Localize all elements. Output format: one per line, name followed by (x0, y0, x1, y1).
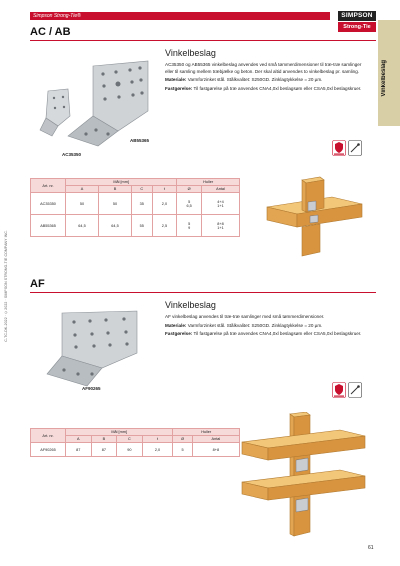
cell-antal (201, 215, 239, 237)
fastgorelse-label: Fastgørelse: (165, 85, 193, 91)
col-art: Art. nr. (31, 429, 66, 443)
fastgorelse-text: Til fastgørelse på træ anvendes CNA4,0xl beslagsøm eller CSA5,0xl beslagskruer. (193, 85, 362, 91)
col-t: t (142, 436, 173, 443)
section-rule (30, 40, 376, 41)
installation-illustration-ac-ab (262, 172, 372, 258)
cell-antal-line: 1+1 (217, 203, 224, 208)
col-b: B (99, 186, 132, 193)
fastener-icon (348, 382, 362, 398)
brand-bar-text: Simpson Strong-Tie® (33, 13, 81, 19)
cell-d-line: 9 (188, 225, 191, 230)
cell-t: 2,0 (152, 193, 177, 215)
cell-b: 50 (99, 193, 132, 215)
cell-art: AF90265 (31, 443, 66, 457)
cell-d: 5 (173, 443, 192, 457)
cell-t: 2,5 (152, 215, 177, 237)
col-antal: Antal (192, 436, 239, 443)
section-description-ac-ab (165, 62, 363, 94)
description-text: AF vinkelbeslag anvendes til træ-træ samlinger med små tømmerdimensioner. (165, 314, 325, 319)
installation-illustration-af (240, 412, 370, 538)
cell-d-line: 6,5 (186, 203, 192, 208)
simpson-logo (338, 11, 376, 33)
cell-antal-line: 1+1 (217, 225, 224, 230)
cell-c: 90 (117, 443, 143, 457)
cell-art: AC35350 (31, 193, 66, 215)
section-rule (30, 292, 376, 293)
spec-table-af (30, 428, 240, 457)
table-row (31, 215, 240, 237)
group-huller: Huller (177, 179, 240, 186)
description-text: AC35350 og AB55365 vinkelbeslag anvendes ved små tømmerdimensioner til træ-træ samlinger eller til samling mellem træbjælke og beton. Der skal altid anvendes to vinkelbeslag pr. samling. (165, 62, 362, 74)
fastgorelse-text: Til fastgørelse på træ anvendes CNA4,0xl beslagsøm eller CSA5,0xl beslagskruer. (193, 331, 362, 337)
section-title-ac-ab: Vinkelbeslag (165, 48, 216, 58)
col-c: C (132, 186, 153, 193)
table-row (31, 193, 240, 215)
col-a: A (66, 436, 92, 443)
cell-antal: 8+8 (192, 443, 239, 457)
side-tab-label: Vinkelbeslag (381, 60, 387, 97)
cell-b: 64,5 (99, 215, 132, 237)
col-d: Ø (173, 436, 192, 443)
cell-t: 2,0 (142, 443, 173, 457)
cell-d (177, 193, 202, 215)
col-art: Art. nr. (31, 179, 66, 193)
col-t: t (152, 186, 177, 193)
product-label-af90265: AF90265 (82, 386, 101, 391)
col-b: B (91, 436, 117, 443)
col-antal: Antal (201, 186, 239, 193)
cell-a: 64,5 (66, 215, 99, 237)
section-heading-af: AF (30, 278, 45, 290)
side-vertical-text: C-TC-DK-2022 · ©2022 · SIMPSON STRONG-TIE COMPANY INC. (4, 230, 8, 342)
product-label-ab55365: AB55365 (130, 138, 150, 143)
cell-b: 87 (91, 443, 117, 457)
product-label-ac35350: AC35350 (62, 152, 82, 157)
brand-bar (30, 12, 330, 20)
materiale-label: Materiale: (165, 322, 187, 328)
cell-antal-line: 4+4 (217, 199, 224, 204)
logo-bottom: Strong-Tie (338, 22, 376, 32)
cell-c: 35 (132, 193, 153, 215)
cell-antal-line: 8+8 (217, 221, 224, 226)
ce-certification-icon (332, 140, 346, 156)
group-mal: Mål [mm] (66, 179, 177, 186)
page-number: 61 (368, 545, 374, 551)
cell-a: 87 (66, 443, 92, 457)
section-title-af: Vinkelbeslag (165, 300, 216, 310)
group-huller: Huller (173, 429, 240, 436)
fastener-icon (348, 140, 362, 156)
product-image-af (42, 308, 152, 388)
cell-art: AB55365 (31, 215, 66, 237)
materiale-text: Varmforzinket stål. Stålkvalitet: S250GD. Zinklagtykkelse = 20 µm. (187, 77, 323, 83)
spec-table-ac-ab (30, 178, 240, 237)
col-c: C (117, 436, 143, 443)
cell-a: 50 (66, 193, 99, 215)
col-d: Ø (177, 186, 202, 193)
col-a: A (66, 186, 99, 193)
section-heading-ac-ab: AC / AB (30, 26, 71, 38)
table-row (31, 443, 240, 457)
section-description-af (165, 314, 363, 340)
cell-c: 55 (132, 215, 153, 237)
ce-certification-icon (332, 382, 346, 398)
materiale-label: Materiale: (165, 77, 187, 83)
logo-top: SIMPSON (338, 11, 376, 21)
group-mal: Mål [mm] (66, 429, 173, 436)
cell-antal (201, 193, 239, 215)
cell-d (177, 215, 202, 237)
cell-d-line: 5 (188, 199, 191, 204)
cell-d-line: 5 (188, 221, 191, 226)
materiale-text: Varmforzinket stål. Stålkvalitet: S250GD. Zinklagtykkelse = 20 µm. (187, 322, 323, 328)
fastgorelse-label: Fastgørelse: (165, 331, 193, 337)
